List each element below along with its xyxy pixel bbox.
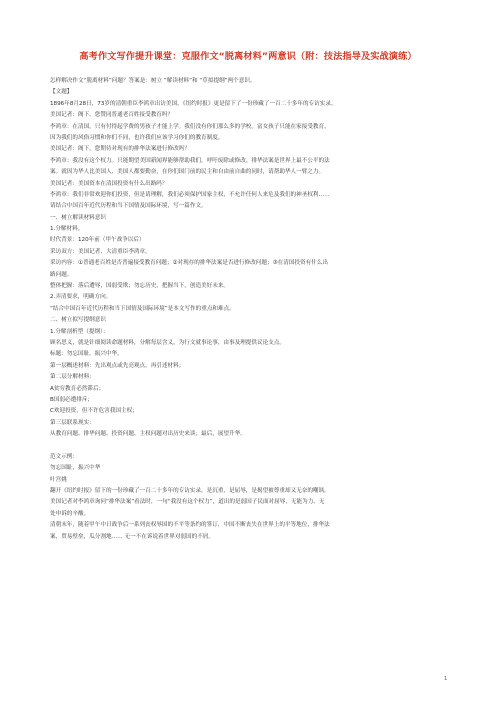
text-line: 李鸿章：我没有这个权力。只能期望美国新闻界能够帮助我们，呼吁废除或修改。排华法案是世界上最不公平的法: [50, 157, 330, 164]
text-line: 勿忘国耻，振兴中华: [50, 465, 101, 472]
text-line: 1896年8月28日，73岁的清朝重臣李鸿章出访美国，《纽约时报》更是留下了一份珍藏了一百二十多年的专访实录。: [50, 100, 337, 107]
text-line: 从教育问题、排华问题、投资问题、主权问题对出历史来谈；最后，展望升华。: [50, 431, 246, 438]
text-line: 美国记者：美国资本在清国投资有什么出路吗？: [50, 180, 168, 187]
text-line: 美国记者：阁下，您期待对现有的排华法案进行修改吗？: [50, 146, 190, 153]
text-line: 路问题。: [50, 271, 73, 278]
text-line: 范文示例：: [50, 453, 78, 460]
text-line: 1.分解剖析型（提纲）：: [50, 328, 109, 335]
text-line: 美国记者对李鸿章询问“排华法案”看法时，一句“我没有这个权力”，道出的是弱国子民面对屈辱，无能为力、无: [50, 499, 325, 506]
text-line: 怎样解决作文“脱离材料”问题？答案是：树立 “解读材料”和 “草拟提纲”两个意识。: [50, 78, 256, 84]
text-line: 第二层分解材料：: [50, 374, 95, 381]
text-line: 李鸿章：在清国，只有付得起学费的男孩子才能上学。我们没有你们那么多的学校。富女孩子只能在家接受教育。: [50, 123, 330, 130]
page-number: 1: [444, 676, 448, 682]
page-title: 高考作文写作提升课堂：克服作文“脱离材料”两意识（附：技法指导及实战演练）: [79, 51, 417, 62]
text-line: 案，贸易壁垒，瓜分割地…… 无一不在诉说着世界对弱国的不屑。: [50, 533, 214, 540]
text-line: 一、树立解读材料意识: [50, 214, 106, 221]
text-line: 请结合中国百年近代历程和当下国情及国际环境，写一篇作文。: [50, 203, 207, 210]
text-line: C欢迎投资，但不许危害我国主权；: [50, 408, 138, 415]
text-line: 案。就因为华人比美国人、美国人都要勤奋，在你们国门前的民主和自由前自曲的同时，请帮助华人一臂之力。: [50, 169, 325, 176]
text-line: 【文题】: [50, 89, 73, 96]
text-line: A贫穷教育必然滞后；: [50, 385, 105, 392]
text-line: 清朝末年，随着甲午中日战争后一系列丧权辱国的不平等条约的签订，中国不断丧失在世界上的平等地位，排华法: [50, 522, 330, 529]
text-line: 顾名思义，就是针细阅读命题材料，分解每层含义，为行文就事论事，由事及理提供议论支点。: [50, 339, 285, 346]
text-line: 采访内容：①普通老百姓是否普遍接受教育问题；②对现存的排华法案是否进行修改问题；③在清国投资有什么出: [50, 260, 328, 267]
text-line: 标题：勿忘国耻，振兴中华。: [50, 351, 123, 358]
text-line: 翻开《纽约时报》留下的一份珍藏了一百二十多年的专访实录，是沉重，是屈辱，是揭望被尊重却又无奈的嘲讽。: [50, 488, 330, 495]
text-line: 整体把握：落后遭辱，国弱受欺；勿忘历史，把握当下，创造美好未来。: [50, 283, 230, 290]
document-body: [50, 76, 446, 543]
text-line: 2.弄清要求，明确方向。: [50, 294, 112, 301]
text-line: 采访双方：美国记者、大清重臣李鸿章。: [50, 248, 151, 255]
text-line: 李鸿章：我们非常欢迎你们投资，但是请理解，我们必须保护国家主权，不允许任何人来危及我们的神圣权利……: [50, 191, 330, 198]
text-line: 因为我们的风俗习惯和你们不同，也许我们应该学习你们的教育制度。: [50, 134, 224, 141]
text-line: 第三层联系现实：: [50, 419, 95, 426]
text-line: 叶宫姚: [50, 476, 67, 483]
text-line: 时代背景：120年前（甲午战争以后）: [50, 237, 145, 244]
text-line: 二、树立拟写提纲意识: [50, 317, 106, 324]
text-line: 处申诉的辛酸。: [50, 510, 90, 517]
text-line: “结合中国百年近代历程和当下国情及国际环境”是本文写作的重点和难点。: [50, 305, 235, 312]
text-line: 第一层概述材料：先出观点或先亮观点，再引述材料；: [50, 362, 185, 369]
text-line: [50, 441, 446, 452]
text-line: 美国记者：阁下，您赞同普通老百姓接受教育吗？: [50, 112, 174, 119]
text-line: B国弱必遭排斥；: [50, 396, 93, 403]
text-line: 1.分解材料。: [50, 226, 84, 233]
